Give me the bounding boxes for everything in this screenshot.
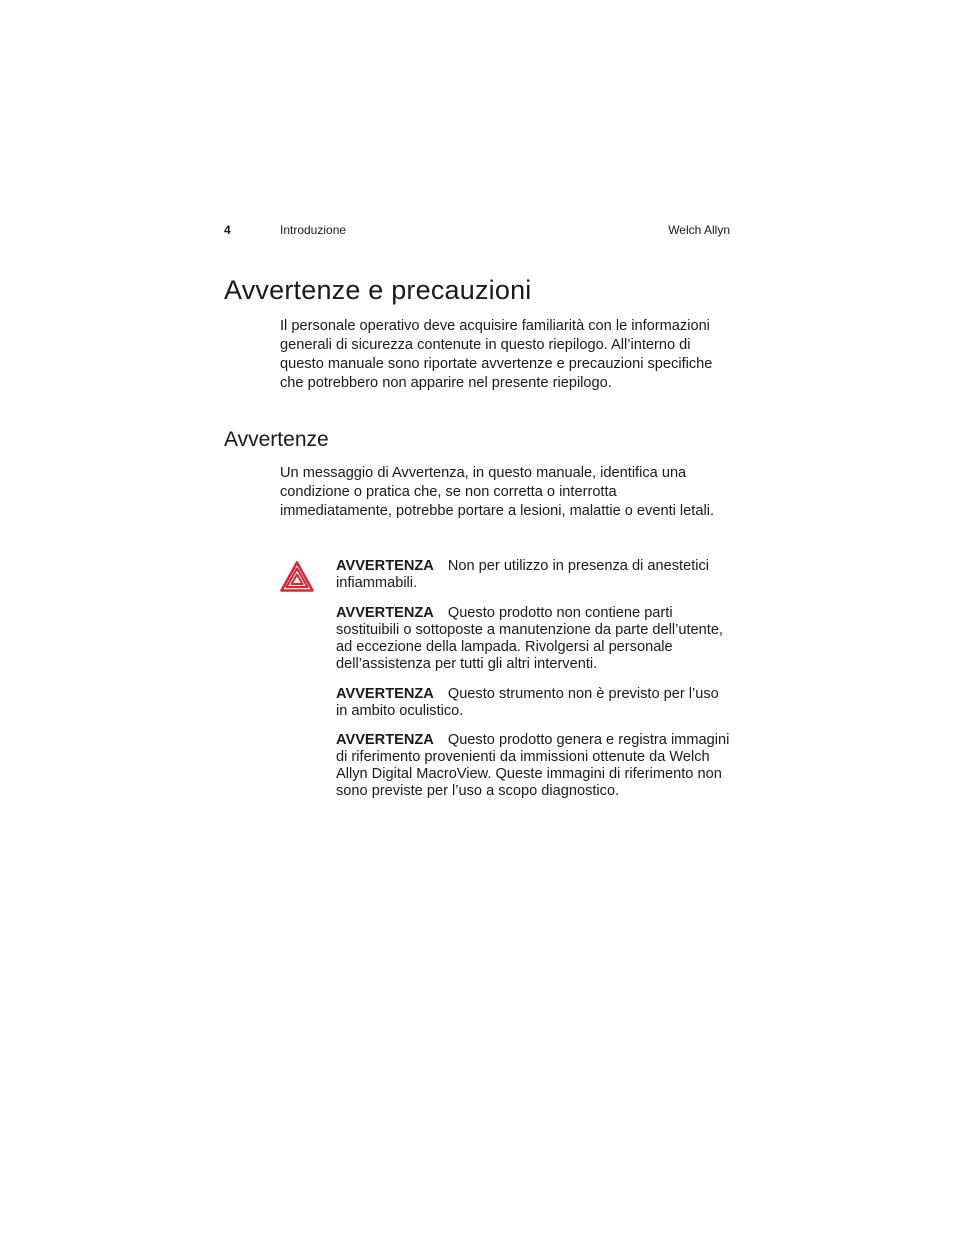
intro-paragraph: Il personale operativo deve acquisire familiarità con le informazioni generali di sicurezza contenute in questo riepilogo. All’interno di questo manuale sono riportate avvertenze e precauzioni specifiche che potrebbero non apparire nel presente riepilogo. — [280, 318, 713, 391]
warning-label: AVVERTENZA — [336, 558, 434, 574]
warning-item — [336, 605, 730, 673]
section-name: Introduzione — [280, 223, 347, 237]
warning-description: Un messaggio di Avvertenza, in questo manuale, identifica una condizione o pratica che, se non corretta o interrotta immediatamente, potrebbe portare a lesioni, malattie o eventi letali. — [280, 465, 714, 519]
page-title: Avvertenze e precauzioni — [224, 275, 532, 305]
brand-name: Welch Allyn — [668, 223, 730, 237]
section-heading: Avvertenze — [224, 428, 329, 451]
warning-label: AVVERTENZA — [336, 732, 434, 748]
warning-item — [336, 686, 730, 720]
page-header — [224, 221, 730, 239]
warning-text: Questo prodotto non contiene parti sostituibili o sottoposte a manutenzione da parte dell’utente, ad eccezione della lampada. Rivolgersi al personale dell’assistenza per tutti gli altri interventi. — [336, 605, 723, 672]
warning-item — [336, 732, 730, 800]
warning-text: Questo prodotto genera e registra immagini di riferimento provenienti da immissioni ottenute da Welch Allyn Digital MacroView. Queste immagini di riferimento non sono previste per l’uso a scopo diagnostico. — [336, 732, 730, 799]
warning-label: AVVERTENZA — [336, 605, 434, 621]
warning-triangle-icon — [280, 561, 314, 592]
warning-item — [336, 558, 730, 592]
warning-text: Questo strumento non è previsto per l’uso in ambito oculistico. — [336, 686, 719, 719]
warning-label: AVVERTENZA — [336, 686, 434, 702]
page-number: 4 — [224, 223, 231, 237]
warning-text: Non per utilizzo in presenza di anestetici infiammabili. — [336, 558, 710, 591]
